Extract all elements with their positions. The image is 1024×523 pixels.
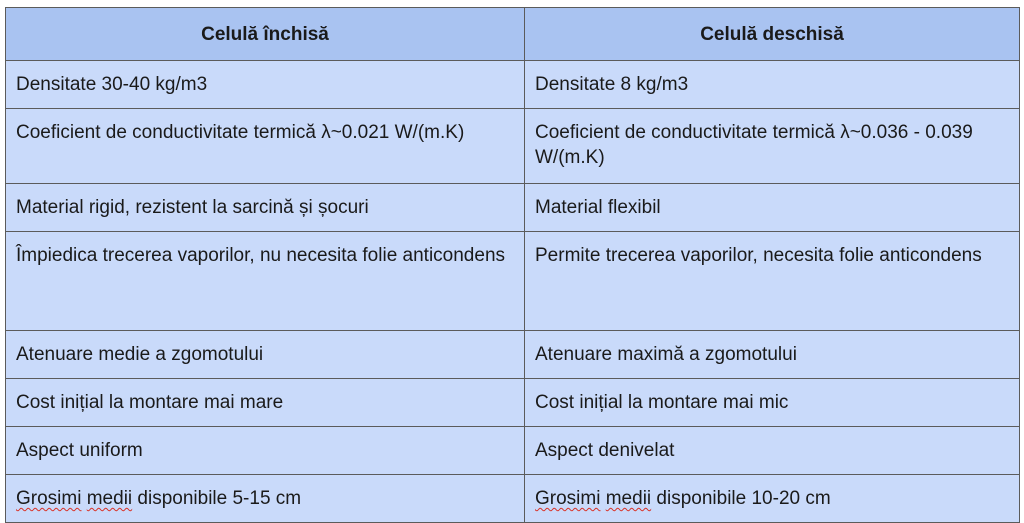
table-row	[6, 109, 1020, 184]
header-closed-cell: Celulă închisă	[6, 8, 525, 61]
closed-cell-cost: Cost inițial la montare mai mare	[6, 379, 525, 427]
thickness-text: disponibile 10-20 cm	[651, 488, 831, 509]
spellcheck-word: Grosimi	[16, 488, 82, 509]
table-row	[6, 184, 1020, 232]
table-row	[6, 331, 1020, 379]
closed-cell-vapor: Împiedica trecerea vaporilor, nu necesita folie anticondens	[6, 232, 525, 331]
closed-cell-density: Densitate 30-40 kg/m3	[6, 61, 525, 109]
open-cell-density: Densitate 8 kg/m3	[525, 61, 1020, 109]
spellcheck-word: medii	[86, 488, 133, 509]
closed-cell-noise: Atenuare medie a zgomotului	[6, 331, 525, 379]
spellcheck-word: Grosimi	[535, 488, 601, 509]
table-row	[6, 61, 1020, 109]
spellcheck-word: medii	[605, 488, 652, 509]
thickness-text: disponibile 5-15 cm	[132, 488, 302, 509]
comparison-table	[5, 7, 1020, 523]
table-row	[6, 379, 1020, 427]
header-open-cell: Celulă deschisă	[525, 8, 1020, 61]
table-row	[6, 232, 1020, 331]
open-cell-noise: Atenuare maximă a zgomotului	[525, 331, 1020, 379]
closed-cell-conductivity: Coeficient de conductivitate termică λ~0.021 W/(m.K)	[6, 109, 525, 184]
open-cell-aspect: Aspect denivelat	[525, 427, 1020, 475]
open-cell-cost: Cost inițial la montare mai mic	[525, 379, 1020, 427]
closed-cell-aspect: Aspect uniform	[6, 427, 525, 475]
open-cell-thickness	[525, 475, 1020, 523]
closed-cell-material: Material rigid, rezistent la sarcină și șocuri	[6, 184, 525, 232]
open-cell-conductivity: Coeficient de conductivitate termică λ~0.036 - 0.039 W/(m.K)	[525, 109, 1020, 184]
open-cell-vapor: Permite trecerea vaporilor, necesita folie anticondens	[525, 232, 1020, 331]
open-cell-material: Material flexibil	[525, 184, 1020, 232]
table-row	[6, 427, 1020, 475]
closed-cell-thickness	[6, 475, 525, 523]
header-row	[6, 8, 1020, 61]
table-row	[6, 475, 1020, 523]
